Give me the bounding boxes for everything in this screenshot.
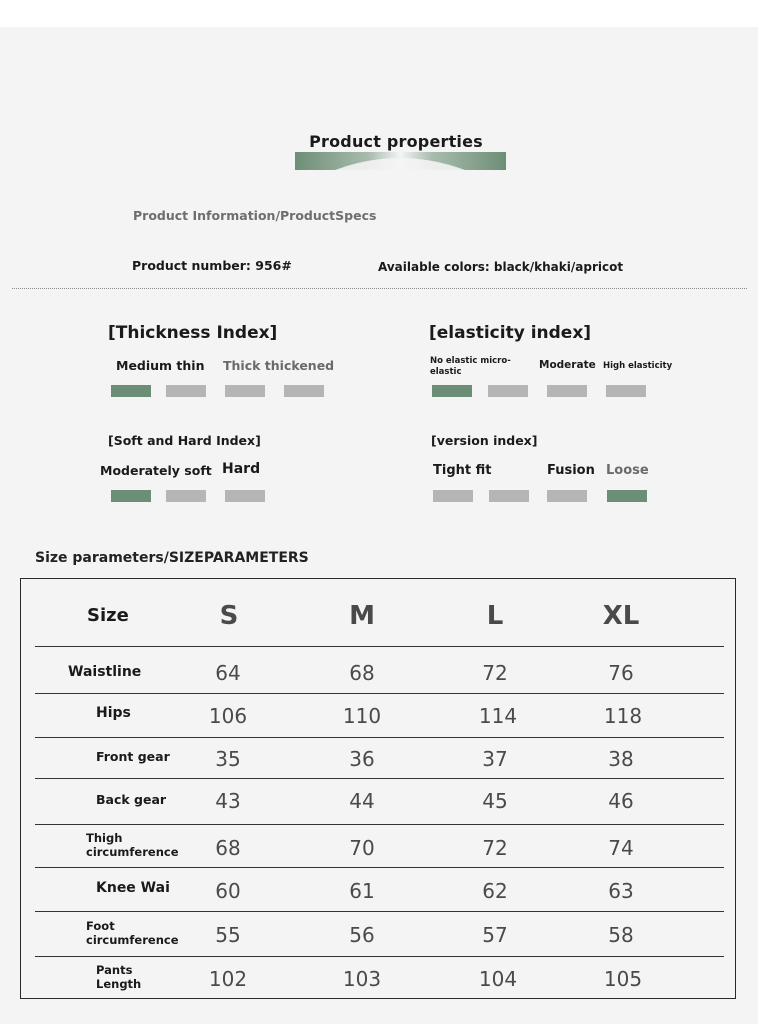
available-colors: Available colors: black/khaki/apricot bbox=[378, 260, 624, 274]
table-cell: 110 bbox=[342, 704, 382, 728]
table-divider bbox=[35, 956, 724, 957]
row-label-knee-wai: Knee Wai bbox=[96, 880, 170, 896]
title-ribbon-graphic bbox=[295, 150, 506, 172]
size-header-label: Size bbox=[87, 605, 129, 626]
version-swatch-3 bbox=[547, 490, 587, 502]
version-label-loose: Loose bbox=[606, 463, 649, 478]
thickness-swatch-3 bbox=[225, 385, 265, 397]
table-divider bbox=[35, 737, 724, 738]
table-cell: 105 bbox=[603, 967, 643, 991]
soft-hard-index-title: [Soft and Hard Index] bbox=[108, 433, 261, 448]
row-label-back-gear: Back gear bbox=[96, 792, 167, 807]
table-cell: 58 bbox=[608, 923, 634, 947]
product-number: Product number: 956# bbox=[132, 258, 292, 273]
table-cell: 57 bbox=[482, 923, 508, 947]
soft-hard-label-soft: Moderately soft bbox=[100, 463, 212, 478]
table-cell: 102 bbox=[208, 967, 248, 991]
table-cell: 68 bbox=[349, 661, 375, 685]
table-cell: 43 bbox=[215, 789, 241, 813]
thickness-label-thick: Thick thickened bbox=[223, 358, 335, 373]
table-cell: 62 bbox=[482, 879, 508, 903]
table-cell: 37 bbox=[482, 747, 508, 771]
elasticity-index-title: [elasticity index] bbox=[429, 323, 592, 343]
table-cell: 104 bbox=[478, 967, 518, 991]
soft-hard-label-hard: Hard bbox=[222, 461, 261, 477]
table-cell: 103 bbox=[342, 967, 382, 991]
table-divider bbox=[35, 778, 724, 779]
thickness-label-medium-thin: Medium thin bbox=[116, 358, 205, 373]
thickness-swatch-1 bbox=[111, 385, 151, 397]
elasticity-label-none: No elastic micro-elastic bbox=[430, 356, 511, 377]
table-divider bbox=[35, 911, 724, 912]
table-cell: 38 bbox=[608, 747, 634, 771]
table-divider bbox=[35, 867, 724, 868]
size-header-l: L bbox=[486, 601, 504, 631]
size-header-m: M bbox=[349, 601, 375, 631]
table-cell: 55 bbox=[215, 923, 241, 947]
elasticity-swatch-2 bbox=[488, 385, 528, 397]
table-cell: 35 bbox=[215, 747, 241, 771]
table-cell: 68 bbox=[215, 836, 241, 860]
row-label-pants-length: Pants Length bbox=[96, 963, 142, 991]
table-cell: 63 bbox=[608, 879, 634, 903]
table-cell: 64 bbox=[215, 661, 241, 685]
thickness-swatch-2 bbox=[166, 385, 206, 397]
thickness-swatch-4 bbox=[284, 385, 324, 397]
row-label-hips: Hips bbox=[96, 705, 131, 721]
row-label-thigh-circumference: Thigh circumference bbox=[86, 831, 179, 859]
elasticity-swatch-3 bbox=[547, 385, 587, 397]
table-cell: 118 bbox=[603, 704, 643, 728]
table-cell: 46 bbox=[608, 789, 634, 813]
table-divider bbox=[35, 693, 724, 694]
table-cell: 45 bbox=[482, 789, 508, 813]
table-cell: 36 bbox=[349, 747, 375, 771]
version-label-fusion: Fusion bbox=[547, 463, 595, 478]
version-swatch-2 bbox=[489, 490, 529, 502]
table-cell: 72 bbox=[482, 836, 508, 860]
table-cell: 70 bbox=[349, 836, 375, 860]
row-label-foot-circumference: Foot circumference bbox=[86, 919, 179, 947]
info-subtitle: Product Information/ProductSpecs bbox=[133, 208, 377, 223]
size-header-xl: XL bbox=[602, 601, 640, 631]
elasticity-label-moderate: Moderate bbox=[539, 359, 596, 371]
product-spec-page bbox=[0, 27, 758, 1024]
soft-hard-swatch-3 bbox=[225, 490, 265, 502]
table-cell: 56 bbox=[349, 923, 375, 947]
table-cell: 74 bbox=[608, 836, 634, 860]
thickness-index-title: [Thickness Index] bbox=[108, 323, 278, 343]
elasticity-swatch-4 bbox=[606, 385, 646, 397]
table-cell: 44 bbox=[349, 789, 375, 813]
row-label-front-gear: Front gear bbox=[96, 749, 170, 764]
size-table-title: Size parameters/SIZEPARAMETERS bbox=[35, 550, 309, 566]
elasticity-label-high: High elasticity bbox=[603, 361, 673, 371]
version-index-title: [version index] bbox=[431, 433, 538, 448]
version-swatch-1 bbox=[433, 490, 473, 502]
version-label-tight: Tight fit bbox=[433, 463, 492, 478]
row-label-waistline: Waistline bbox=[68, 664, 142, 680]
table-cell: 106 bbox=[208, 704, 248, 728]
table-cell: 76 bbox=[608, 661, 634, 685]
table-divider bbox=[35, 646, 724, 647]
soft-hard-swatch-1 bbox=[111, 490, 151, 502]
table-cell: 60 bbox=[215, 879, 241, 903]
version-swatch-4 bbox=[607, 490, 647, 502]
table-cell: 61 bbox=[349, 879, 375, 903]
table-cell: 114 bbox=[478, 704, 518, 728]
size-header-s: S bbox=[219, 601, 239, 631]
table-divider bbox=[35, 824, 724, 825]
elasticity-swatch-1 bbox=[432, 385, 472, 397]
soft-hard-swatch-2 bbox=[166, 490, 206, 502]
dotted-divider bbox=[12, 288, 747, 289]
table-cell: 72 bbox=[482, 661, 508, 685]
page-title: Product properties bbox=[309, 132, 483, 151]
